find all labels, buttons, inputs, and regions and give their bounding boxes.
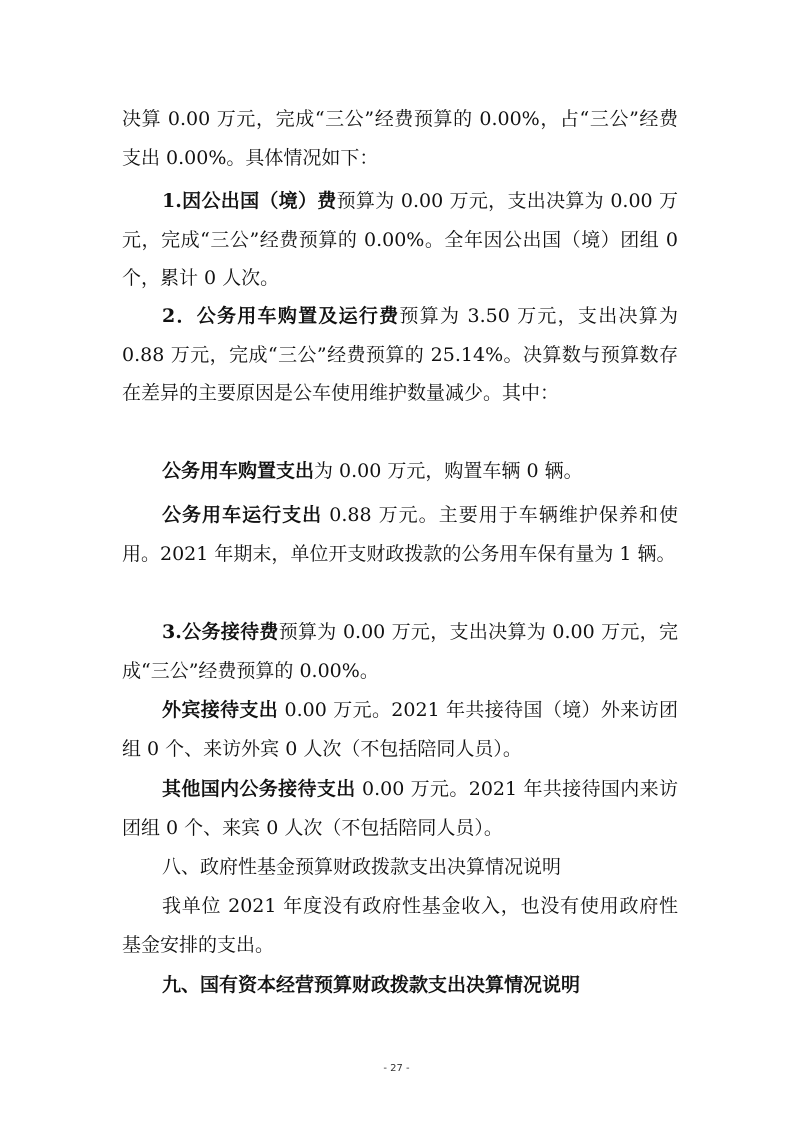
- vehicle-operation-text: 0.88 万元。主要用于车辆维护保养和使用。2021 年期末，单位开支财政拨款的公务用车保有量为 1 辆。: [122, 504, 678, 565]
- vehicle-purchase-text: 为 0.00 万元，购置车辆 0 辆。: [314, 460, 583, 482]
- foreign-guests-text: 0.00 万元。2021 年共接待国（境）外来访团组 0 个、来访外宾 0 人次（不包括陪同人员）。: [122, 699, 678, 760]
- paragraph-vehicle-operation: [122, 496, 678, 573]
- overseas-travel-heading: 1.因公出国（境）费: [162, 190, 337, 212]
- section-heading-government-funds: 八、政府性基金预算财政拨款支出决算情况说明: [162, 856, 562, 878]
- government-funds-text: 我单位 2021 年度没有政府性基金收入，也没有使用政府性基金安排的支出。: [122, 895, 678, 956]
- page-number: - 27 -: [383, 1063, 410, 1074]
- paragraph-government-funds: [122, 887, 678, 964]
- section-heading-state-capital: 九、国有资本经营预算财政拨款支出决算情况说明: [162, 974, 581, 996]
- domestic-reception-heading: 其他国内公务接待支出: [162, 778, 356, 800]
- domestic-reception-text: 0.00 万元。2021 年共接待国内来访团组 0 个、来宾 0 人次（不包括陪同人员）。: [122, 778, 678, 839]
- paragraph-foreign-guests: [122, 691, 678, 768]
- paragraph-summary: [122, 100, 678, 177]
- paragraph-summary-text: 决算 0.00 万元，完成“三公”经费预算的 0.00%，占“三公”经费支出 0.00%。具体情况如下：: [122, 108, 678, 169]
- paragraph-vehicle-costs: [122, 297, 678, 413]
- overseas-travel-text: 预算为 0.00 万元，支出决算为 0.00 万元，完成“三公”经费预算的 0.00%。全年因公出国（境）团组 0 个，累计 0 人次。: [122, 190, 678, 289]
- paragraph-overseas-travel: [122, 182, 678, 298]
- vehicle-costs-heading: 2．公务用车购置及运行费: [162, 305, 400, 327]
- reception-heading: 3.公务接待费: [162, 621, 279, 643]
- foreign-guests-heading: 外宾接待支出: [162, 699, 279, 721]
- paragraph-vehicle-purchase: [122, 452, 678, 491]
- paragraph-reception: [122, 613, 678, 690]
- vehicle-purchase-heading: 公务用车购置支出: [162, 460, 315, 482]
- reception-text: 预算为 0.00 万元，支出决算为 0.00 万元，完成“三公”经费预算的 0.00%。: [122, 621, 678, 682]
- vehicle-operation-heading: 公务用车运行支出: [162, 504, 323, 526]
- vehicle-costs-text: 预算为 3.50 万元，支出决算为 0.88 万元，完成“三公”经费预算的 25.14%。决算数与预算数存在差异的主要原因是公车使用维护数量减少。其中：: [122, 305, 678, 404]
- paragraph-domestic-reception: [122, 770, 678, 847]
